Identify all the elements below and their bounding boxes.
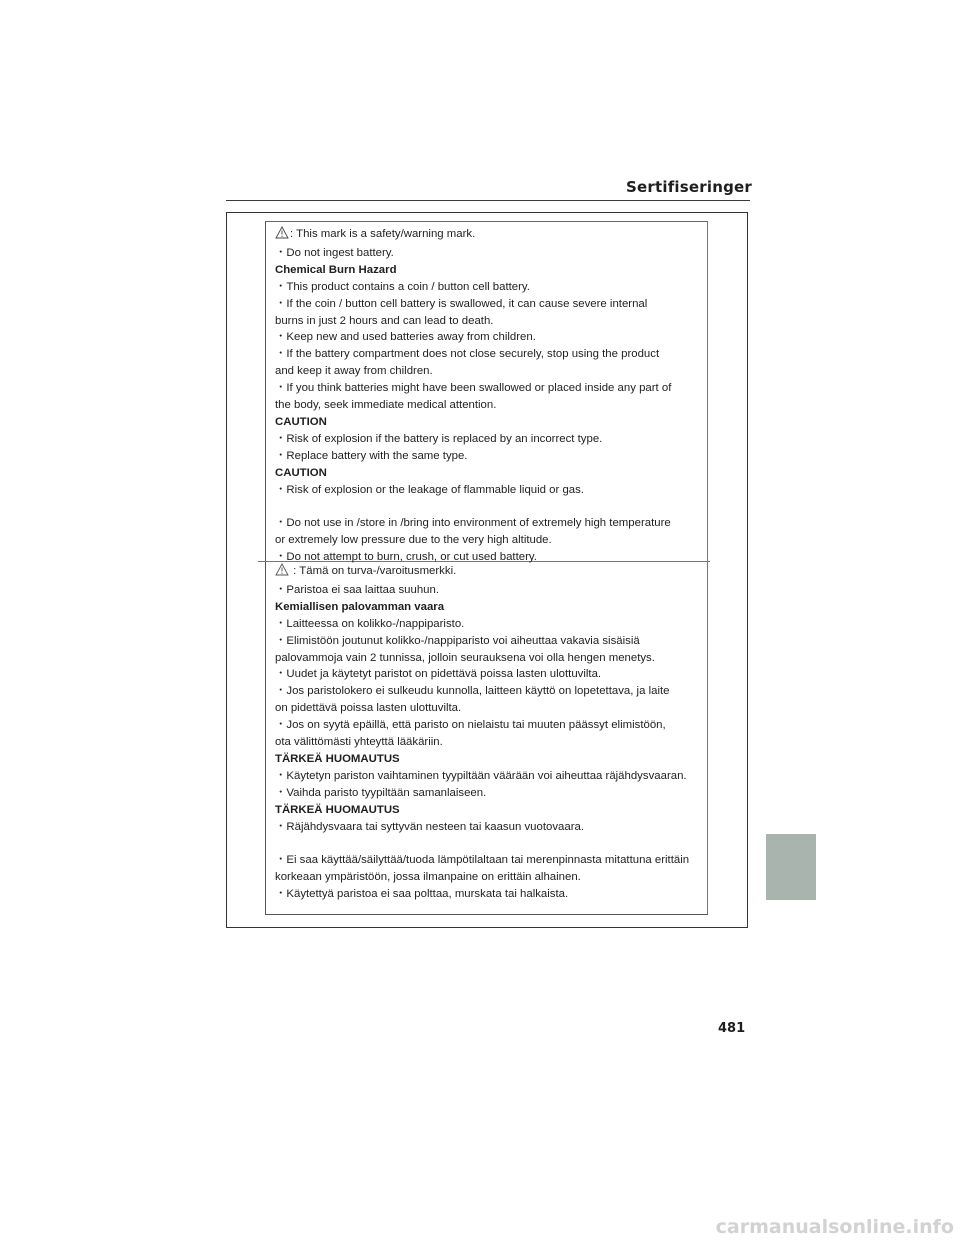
- text-line: ・Ei saa käyttää/säilyttää/tuoda lämpötilaltaan tai merenpinnasta mitattuna erittäin: [275, 854, 690, 867]
- text-line: ・If the battery compartment does not close securely, stop using the product: [275, 348, 660, 361]
- text-line: burns in just 2 hours and can lead to death.: [275, 314, 494, 327]
- text-line: ・Käytetyn pariston vaihtaminen tyypiltään väärään voi aiheuttaa räjähdysvaaran.: [275, 769, 687, 782]
- text-line: korkeaan ympäristöön, jossa ilmanpaine on erittäin alhainen.: [275, 871, 581, 884]
- text-line: ・Jos paristolokero ei sulkeudu kunnolla, laitteen käyttö on lopetettava, ja laite: [275, 685, 670, 698]
- text-line: ・This product contains a coin / button cell battery.: [275, 280, 530, 293]
- text-line: ・Laitteessa on kolikko-/nappiparisto.: [275, 617, 465, 630]
- text-line: ・Do not attempt to burn, crush, or cut used battery.: [275, 551, 537, 564]
- heading-important-notice: TÄRKEÄ HUOMAUTUS: [275, 752, 400, 765]
- text-line: ・Replace battery with the same type.: [275, 449, 468, 462]
- text-line: ・Risk of explosion if the battery is replaced by an incorrect type.: [275, 432, 603, 445]
- warning-mark-text: : Tämä on turva-/varoitusmerkki.: [290, 565, 457, 577]
- text-line: ・Risk of explosion or the leakage of flammable liquid or gas.: [275, 483, 584, 496]
- finnish-warning-section: [275, 563, 705, 903]
- heading-caution: CAUTION: [275, 466, 327, 479]
- blank-gap: [275, 836, 705, 853]
- text-line: on pidettävä poissa lasten ulottuvilta.: [275, 702, 462, 715]
- text-line: ・Uudet ja käytetyt paristot on pidettävä poissa lasten ulottuvilta.: [275, 668, 602, 681]
- english-warning-section: [275, 226, 705, 566]
- warning-mark-text: : This mark is a safety/warning mark.: [290, 228, 476, 240]
- text-line: palovammoja vain 2 tunnissa, jolloin seurauksena voi olla hengen menetys.: [275, 651, 655, 664]
- text-line: ・Do not use in /store in /bring into environment of extremely high temperature: [275, 517, 671, 530]
- text-line: and keep it away from children.: [275, 365, 433, 378]
- text-line: ・If the coin / button cell battery is swallowed, it can cause severe internal: [275, 297, 648, 310]
- header-rule: [226, 200, 750, 201]
- text-line: ota välittömästi yhteyttä lääkäriin.: [275, 736, 443, 749]
- heading-caution: CAUTION: [275, 415, 327, 428]
- heading-important-notice: TÄRKEÄ HUOMAUTUS: [275, 803, 400, 816]
- text-line: ・Räjähdysvaara tai syttyvän nesteen tai kaasun vuotovaara.: [275, 820, 584, 833]
- text-line: ・Elimistöön joutunut kolikko-/nappiparisto voi aiheuttaa vakavia sisäisiä: [275, 634, 640, 647]
- text-line: ・Vaihda paristo tyypiltään samanlaiseen.: [275, 786, 487, 799]
- heading-chemical-burn: Chemical Burn Hazard: [275, 263, 397, 276]
- label-bottom-rule: [265, 914, 708, 915]
- text-line: ・Käytettyä paristoa ei saa polttaa, murskata tai halkaista.: [275, 888, 569, 901]
- page-header-title: Sertifiseringer: [626, 178, 752, 196]
- warning-triangle-icon: [275, 563, 289, 582]
- watermark-text: carmanualsonline.info: [715, 1216, 954, 1238]
- text-line: or extremely low pressure due to the very high altitude.: [275, 534, 552, 547]
- warning-triangle-icon: [275, 226, 289, 245]
- text-line: ・Jos on syytä epäillä, että paristo on nielaistu tai muuten päässyt elimistöön,: [275, 719, 666, 732]
- text-line: ・Do not ingest battery.: [275, 246, 394, 259]
- blank-gap: [275, 499, 705, 516]
- text-line: the body, seek immediate medical attention.: [275, 399, 497, 412]
- text-line: ・Keep new and used batteries away from children.: [275, 331, 536, 344]
- text-line: ・Paristoa ei saa laittaa suuhun.: [275, 583, 439, 596]
- chapter-side-tab: [766, 834, 816, 900]
- text-line: ・If you think batteries might have been swallowed or placed inside any part of: [275, 382, 672, 395]
- heading-chemical-burn: Kemiallisen palovamman vaara: [275, 600, 445, 613]
- page-number: 481: [718, 1021, 746, 1036]
